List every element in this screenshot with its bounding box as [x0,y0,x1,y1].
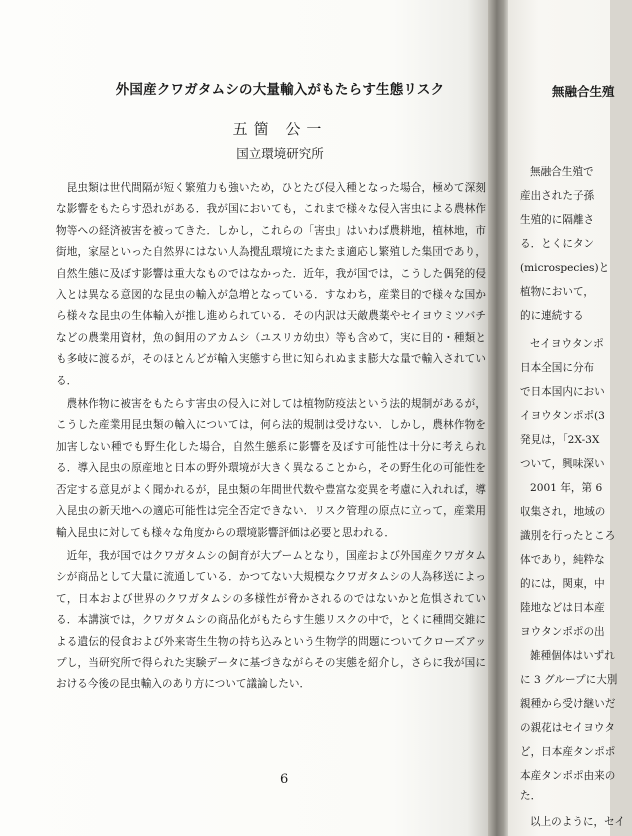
right-page-line: 的に連続する [520,310,584,322]
right-page-line: 親種から受け継いだ [520,698,616,710]
right-page-line: セイヨウタンポ [530,338,604,350]
right-page-line: 収集され，地域の [520,506,606,518]
right-page-line: た． [520,790,542,802]
right-page-line: 陸地などは日本産 [520,602,605,614]
right-page-line: 雑種個体はいずれ [530,650,615,662]
right-page-line: イヨウタンポポ(3 [520,410,605,422]
page-title: 外国産クワガタムシの大量輸入がもたらす生態リスク [115,82,445,98]
author-name: 五箇 公一 [232,120,328,138]
right-page-line: ヨウタンポポの出 [520,626,605,638]
right-page-line: 的には，関東，中 [520,578,605,590]
right-page-line: 本産タンポポ由来の [520,770,616,782]
abstract-body [56,178,486,696]
right-page [508,0,626,836]
page-number: 6 [280,772,289,787]
right-page-line: 2001 年，第 6 [530,482,603,494]
right-page-line: 以上のように，セイ [530,816,626,828]
right-page-line: る．とくにタン [520,238,595,250]
right-page-line: ど，日本産タンポポ [520,746,616,758]
right-page-line: 植物において， [520,286,594,298]
right-page-line: 識別を行ったところ [520,530,616,542]
right-page-line: の親花はセイヨウタ [520,722,615,734]
body-paragraph: 昆虫類は世代間隔が短く繁殖力も強いため，ひとたび侵入種となった場合，極めて深刻な影響をもたらす恐れがある．我が国においても，これまで様々な侵入害虫による農林作物等への経済被害を被ってきた．しかし，これらの「害虫」はいわば農耕地，植林地，市街地，家屋といった自然界にはない人為攪乱環境にたまたま適応し繁殖した集団であり，自然生態に及ぼす影響は重大なものではなかった．近年，我が国では，こうした偶発的侵入とは異なる意図的な昆虫の輸入が急増となっている．すなわち，産業目的で様々な国から様々な昆虫の生体輸入が推し進められている．その内訳は天敵農薬やセイヨウミツバチなどの農業用資材，魚の飼用のアカムシ（ユスリカ幼虫）等も含めて，実に目的・種類とも多岐に渡るが，そのほとんどが輸入実態すら世に知られぬまま膨大な量で輸入されている． [56,182,486,387]
author-affiliation: 国立環境研究所 [236,146,324,161]
right-page-line: 産出された子孫 [520,190,595,202]
right-page-line: 日本全国に分布 [520,362,595,374]
right-page-line: 生殖的に隔離さ [520,214,595,226]
right-page-line: (microspecies)と [520,262,610,274]
body-paragraph: 農林作物に被害をもたらす害虫の侵入に対しては植物防疫法という法的規制があるが，こうした産業用昆虫類の輸入については，何ら法的規制は受けない．しかし，農林作物を加害しない種でも野生化した場合，自然生態系に影響を及ぼす可能性は十分に考えられる．導入昆虫の原産地と日本の野外環境が大きく異なることから，その野生化の可能性を否定する意見がよく聞かれるが，昆虫類の年間世代数や豊富な変異を考慮に入れれば，導入昆虫の新天地への適応可能性は完全否定できない．リスク管理の原点に立って，産業用輸入昆虫に対しても様々な角度からの環境影響評価は必要と思われる． [56,398,486,539]
book-gutter [488,0,510,836]
right-page-line: で日本国内におい [520,386,605,398]
right-page-title: 無融合生殖 [552,84,615,99]
right-page-line: 体であり，純粋な [520,554,605,566]
right-page-line: に 3 グループに大別 [520,674,618,686]
right-page-line: 無融合生殖で [530,166,594,178]
body-paragraph: 近年，我が国ではクワガタムシの飼育が大ブームとなり，国産および外国産クワガタムシが商品として大量に流通している．かつてない大規模なクワガタムシの人為移送によって，日本および世界のクワガタムシの多様性が脅かされるのではないかと危惧されている．本講演では，クワガタムシの商品化がもたらす生態リスクの中で，とくに種間交雑による遺伝的侵食および外来寄生生物の持ち込みという生物学的問題についてクローズアップし，当研究所で得られた実験データに基づきながらその実態を紹介し，さらに我が国における今後の昆虫輸入のあり方について議論したい． [56,549,486,691]
right-page-line: ついて，興味深い [520,458,605,470]
right-page-line: 発見は，「2X-3X [520,434,600,446]
